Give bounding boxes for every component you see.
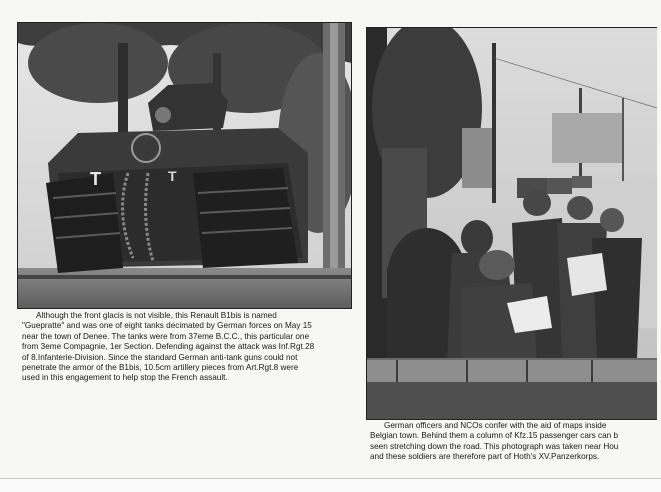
officers-photo-image (367, 28, 657, 419)
page-bottom-edge (0, 478, 661, 492)
tank-caption-line: used in this engagement to help stop the French assault. (22, 373, 228, 383)
officers-photo (366, 27, 657, 420)
tank-caption (22, 311, 349, 384)
tank-caption-line: penetrate the armor of the B1bis, 10.5cm artillery pieces from Art.Rgt.8 were (22, 363, 299, 373)
officers-caption (370, 421, 660, 463)
tank-caption-line: Although the front glacis is not visible, this Renault B1bis is named (36, 311, 277, 320)
hull-marking: T (90, 169, 101, 189)
tank-caption-line: of 8.Infanterie-Division. Since the standard German anti-tank guns could not (22, 352, 298, 362)
officers-caption-line: and these soldiers are therefore part of Hoth's XV.Panzerkorps. (370, 452, 600, 462)
tank-photo (17, 22, 352, 309)
tank-caption-line: "Guepratte" and was one of eight tanks decimated by German forces on May 15 (22, 321, 312, 331)
officers-caption-line: Belgian town. Behind them a column of Kfz.15 passenger cars can b (370, 431, 619, 441)
tank-caption-line: from 3eme Compagnie, 1er Section. Defending against the attack was Inf.Rgt.28 (22, 342, 315, 352)
tank-caption-line: near the town of Denee. The tanks were from 37eme B.C.C., this particular one (22, 331, 310, 341)
officers-caption-line: German officers and NCOs confer with the aid of maps inside (384, 421, 607, 430)
hull-marking-second: T (168, 168, 177, 184)
tank-photo-image (18, 23, 351, 308)
officers-caption-line: seen stretching down the road. This photograph was taken near Hou (370, 441, 619, 451)
